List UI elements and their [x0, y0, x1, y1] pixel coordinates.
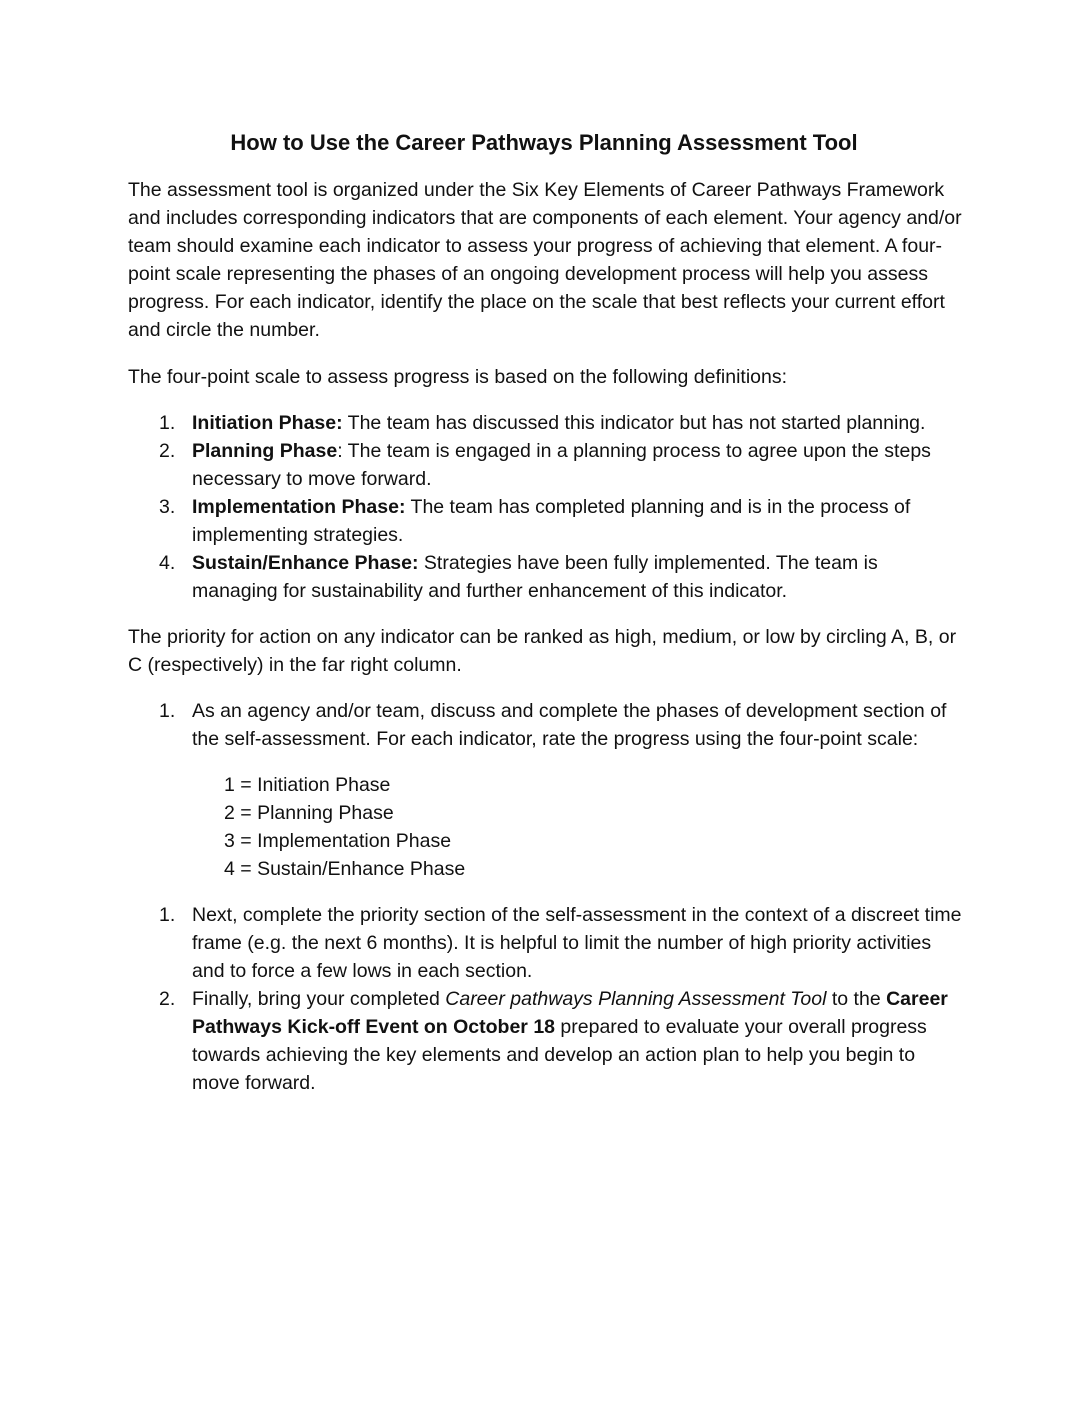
step-text: Finally, bring your completed [192, 988, 446, 1010]
event-name: Career Pathways Kick-off Event on October 18 [192, 988, 948, 1038]
phase-term: Initiation Phase: [192, 412, 343, 434]
scale-values-list [224, 771, 968, 883]
phase-description: Strategies have been fully implemented. The team is managing for sustainability and further enhancement of this indicator. [192, 552, 878, 602]
list-number: 1. [159, 904, 176, 926]
list-number: 3. [159, 496, 176, 518]
phase-description: The team has discussed this indicator but has not started planning. [342, 412, 926, 434]
steps-list [128, 697, 968, 753]
list-item [128, 697, 968, 753]
tool-name: Career pathways Planning Assessment Tool [445, 988, 827, 1010]
list-item [128, 901, 968, 985]
list-number: 2. [159, 988, 176, 1010]
list-number: 2. [159, 440, 176, 462]
list-item [128, 985, 968, 1097]
page-title: How to Use the Career Pathways Planning Assessment Tool [230, 130, 858, 155]
list-item [128, 549, 968, 605]
scale-value: 3 = Implementation Phase [224, 830, 452, 852]
document-body [128, 176, 968, 1097]
scale-intro-paragraph: The four-point scale to assess progress is based on the following definitions: [128, 366, 788, 388]
phase-term: Planning Phase [192, 440, 338, 462]
list-item [128, 437, 968, 493]
scale-value: 4 = Sustain/Enhance Phase [224, 858, 466, 880]
phase-term: Sustain/Enhance Phase: [192, 552, 419, 574]
step-text: to the [826, 988, 887, 1010]
step-text: Next, complete the priority section of the self-assessment in the context of a discreet time frame (e.g. the next 6 months). It is helpful to limit the number of high priority activities and to force a few lows in each section. [192, 904, 962, 982]
step-text: prepared to evaluate your overall progress towards achieving the key elements and develop an action plan to help you begin to move forward. [192, 1016, 927, 1094]
list-number: 1. [159, 700, 176, 722]
scale-value: 1 = Initiation Phase [224, 774, 391, 796]
scale-value: 2 = Planning Phase [224, 802, 394, 824]
phase-description: : The team is engaged in a planning process to agree upon the steps necessary to move forward. [192, 440, 931, 490]
phase-term: Implementation Phase: [192, 496, 406, 518]
priority-paragraph: The priority for action on any indicator can be ranked as high, medium, or low by circling A, B, or C (respectively) in the far right column. [128, 626, 957, 676]
list-item [128, 493, 968, 549]
intro-paragraph: The assessment tool is organized under the Six Key Elements of Career Pathways Framework and includes corresponding indicators that are components of each element. Your agency and/or team should examine each indicator to assess your progress of achieving that element. A four-point scale representing the phases of an ongoing development process will help you assess progress. For each indicator, identify the place on the scale that best reflects your current effort and circle the number. [128, 179, 962, 341]
step-text: As an agency and/or team, discuss and complete the phases of development section of the self-assessment. For each indicator, rate the progress using the four-point scale: [192, 700, 947, 750]
steps-list-continued [128, 901, 968, 1097]
phase-description: The team has completed planning and is in the process of implementing strategies. [192, 496, 911, 546]
list-number: 4. [159, 552, 176, 574]
list-item [128, 409, 968, 437]
phase-definitions-list [128, 409, 968, 605]
list-number: 1. [159, 412, 176, 434]
